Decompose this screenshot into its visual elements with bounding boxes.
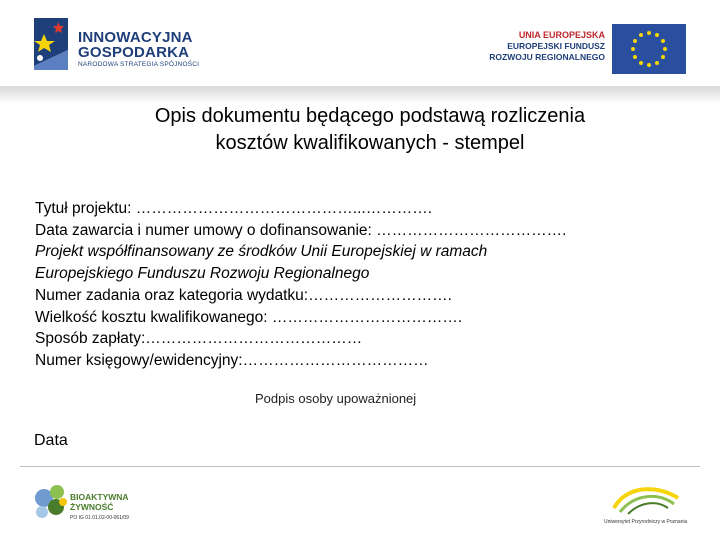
footer-divider (20, 466, 700, 467)
title-line-2: kosztów kwalifikowanych - stempel (215, 132, 525, 154)
university-name: Uniwersytet Przyrodniczy w Poznaniu (604, 519, 688, 525)
cofinanced-line-1: Projekt współfinansowany ze środków Unii Europejskiej w ramach (35, 243, 488, 261)
ig-title (78, 30, 193, 60)
bioaktywna-title-line1: BIOAKTYWNA (70, 492, 129, 502)
signature-label: Podpis osoby upoważnionej (255, 391, 417, 406)
ig-title-line2: GOSPODARKA (78, 44, 190, 61)
task-number-line: Numer zadania oraz kategoria wydatku:………………………. (35, 286, 452, 304)
project-code: PO IG 01.01.02-00-061/09 (70, 515, 129, 521)
eu-fund-text (489, 30, 605, 63)
date-label: Data (34, 432, 68, 449)
eu-title: UNIA EUROPEJSKA (518, 30, 605, 40)
stamp-fields (35, 198, 715, 372)
header-shadow (0, 86, 720, 104)
title-line-1: Opis dokumentu będącego podstawą rozliczenia (154, 105, 586, 127)
ig-subtitle: NARODOWA STRATEGIA SPÓJNOŚCI (78, 61, 200, 68)
page-title (70, 103, 670, 157)
payment-method-line: Sposób zapłaty:…………………………………… (35, 330, 363, 348)
bioaktywna-title (70, 492, 129, 512)
project-title-line: Tytuł projektu: ……………………………………...…………. (35, 200, 433, 217)
eligible-cost-line: Wielkość kosztu kwalifikowanego: ………………………………. (35, 308, 463, 326)
accounting-number-line: Numer księgowy/ewidencyjny:……………………………… (35, 351, 429, 369)
eu-flag-icon (612, 24, 686, 74)
eu-fund-line2: EUROPEJSKI FUNDUSZ (507, 41, 605, 51)
ig-emblem-icon (28, 14, 74, 72)
ig-title-line1: INNOWACYJNA (78, 29, 193, 46)
bioaktywna-title-line2: ŻYWNOŚĆ (70, 502, 114, 512)
eu-fund-line3: ROZWOJU REGIONALNEGO (489, 52, 605, 62)
contract-date-line: Data zawarcia i numer umowy o dofinansowanie: ………………………………. (35, 221, 567, 239)
innowacyjna-gospodarka-logo (28, 14, 198, 74)
cofinanced-line-2: Europejskiego Funduszu Rozwoju Regionalnego (35, 265, 370, 283)
